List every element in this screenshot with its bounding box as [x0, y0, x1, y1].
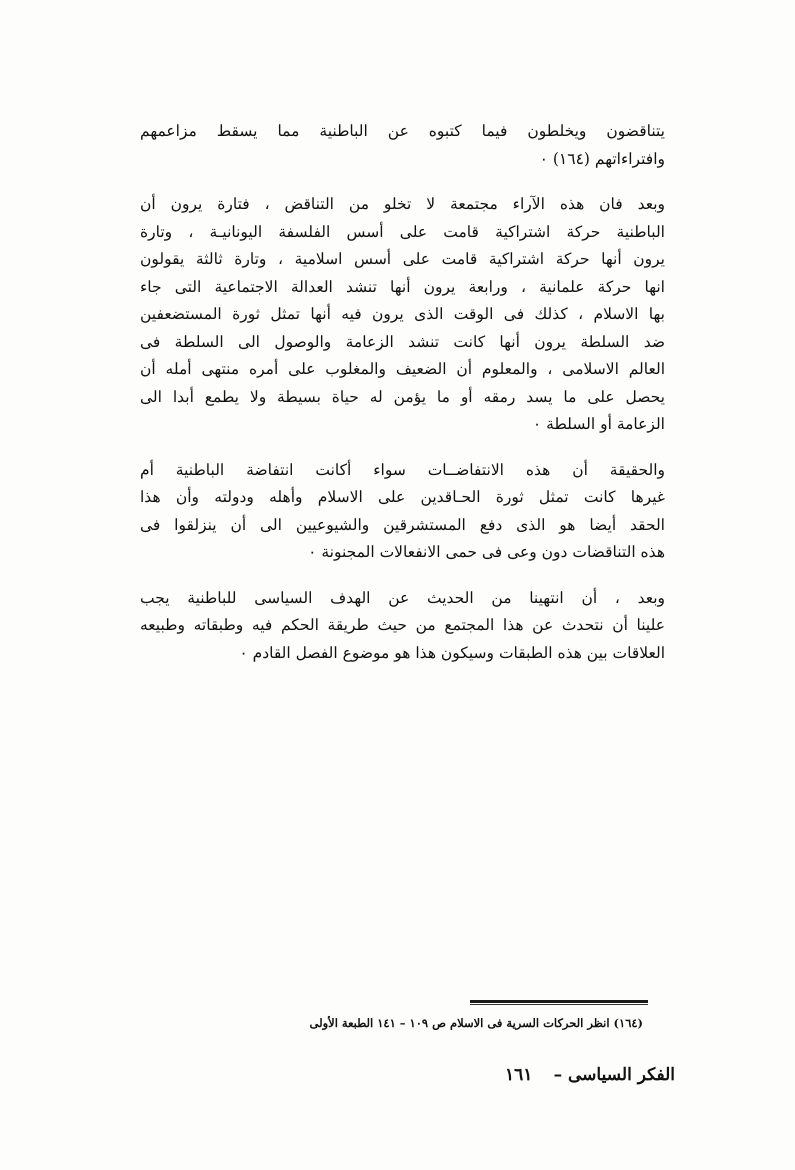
- text-line: الباطنية حركة اشتراكية قامت على أسس الفلسفة اليونانيـة ، وتارة: [140, 222, 665, 241]
- paragraph-3: [140, 457, 665, 567]
- paragraph-4: [140, 585, 665, 668]
- footnote: (١٦٤) انظر الحركات السرية فى الاسلام ص ١٠٩ – ١٤١ الطبعة الأولى: [309, 1016, 643, 1030]
- text-line: وافتراءاتهم (١٦٤) ٠: [539, 149, 665, 168]
- running-title: الفكر السياسى –: [553, 1065, 675, 1085]
- text-line: العالم الاسلامى ، والمعلوم أن الضعيف والمغلوب على أمره منتهى أمله أن: [140, 360, 665, 378]
- text-line: العلاقات بين هذه الطبقات وسيكون هذا هو موضوع الفصل القادم ٠: [239, 643, 665, 662]
- text-line: وبعد فان هذه الآراء مجتمعة لا تخلو من التناقض ، فتارة يرون أن: [140, 195, 665, 213]
- text-line: بها الاسلام ، كذلك فى الوقت الذى يرون فيه أنها تمثل ثورة المستضعفين: [140, 305, 665, 323]
- body-text: [140, 118, 665, 685]
- paragraph-2: [140, 191, 665, 439]
- text-line: والحقيقة أن هذه الانتفاضــات سواء أكانت انتفاضة الباطنية أم: [140, 460, 665, 479]
- text-line: الحقد أيضا هو الذى دفع المستشرقين والشيوعيين الى أن ينزلقوا فى: [140, 515, 665, 534]
- text-line: ضد السلطة يرون أنها كانت تنشد الزعامة والوصول الى السلطة فى: [140, 332, 665, 351]
- text-line: هذه التناقضات دون وعى فى حمى الانفعالات المجنونة ٠: [308, 543, 665, 561]
- footnote-divider: [470, 1000, 648, 1003]
- text-line: الزعامة أو السلطة ٠: [532, 415, 665, 433]
- text-line: علينا أن نتحدث عن هذا المجتمع من حيث طريقة الحكم فيه وطبقاته وطبيعه: [140, 616, 665, 634]
- page-footer: [255, 1060, 675, 1090]
- text-line: غيرها كانت تمثل ثورة الحـاقدين على الاسلام وأهله ودولته وأن هذا: [140, 488, 665, 506]
- text-line: يحصل على ما يسد رمقه أو ما يؤمن له حياة بسيطة ولا يطمع أبدا الى: [140, 387, 665, 406]
- page-number: ١٦١: [505, 1065, 533, 1085]
- text-line: يتناقضون ويخلطون فيما كتبوه عن الباطنية مما يسقط مزاعمهم: [140, 122, 665, 140]
- text-line: يرون أنها حركة اشتراكية قامت على أسس اسلامية ، وتارة ثالثة يقولون: [140, 250, 665, 268]
- footnote-divider-thin: [470, 1004, 648, 1005]
- text-line: وبعد ، أن انتهينا من الحديث عن الهدف السياسى للباطنية يجب: [140, 588, 665, 607]
- paragraph-1: [140, 118, 665, 173]
- text-line: انها حركة علمانية ، ورابعة يرون أنها تنشد العدالة الاجتماعية التى جاء: [140, 277, 665, 296]
